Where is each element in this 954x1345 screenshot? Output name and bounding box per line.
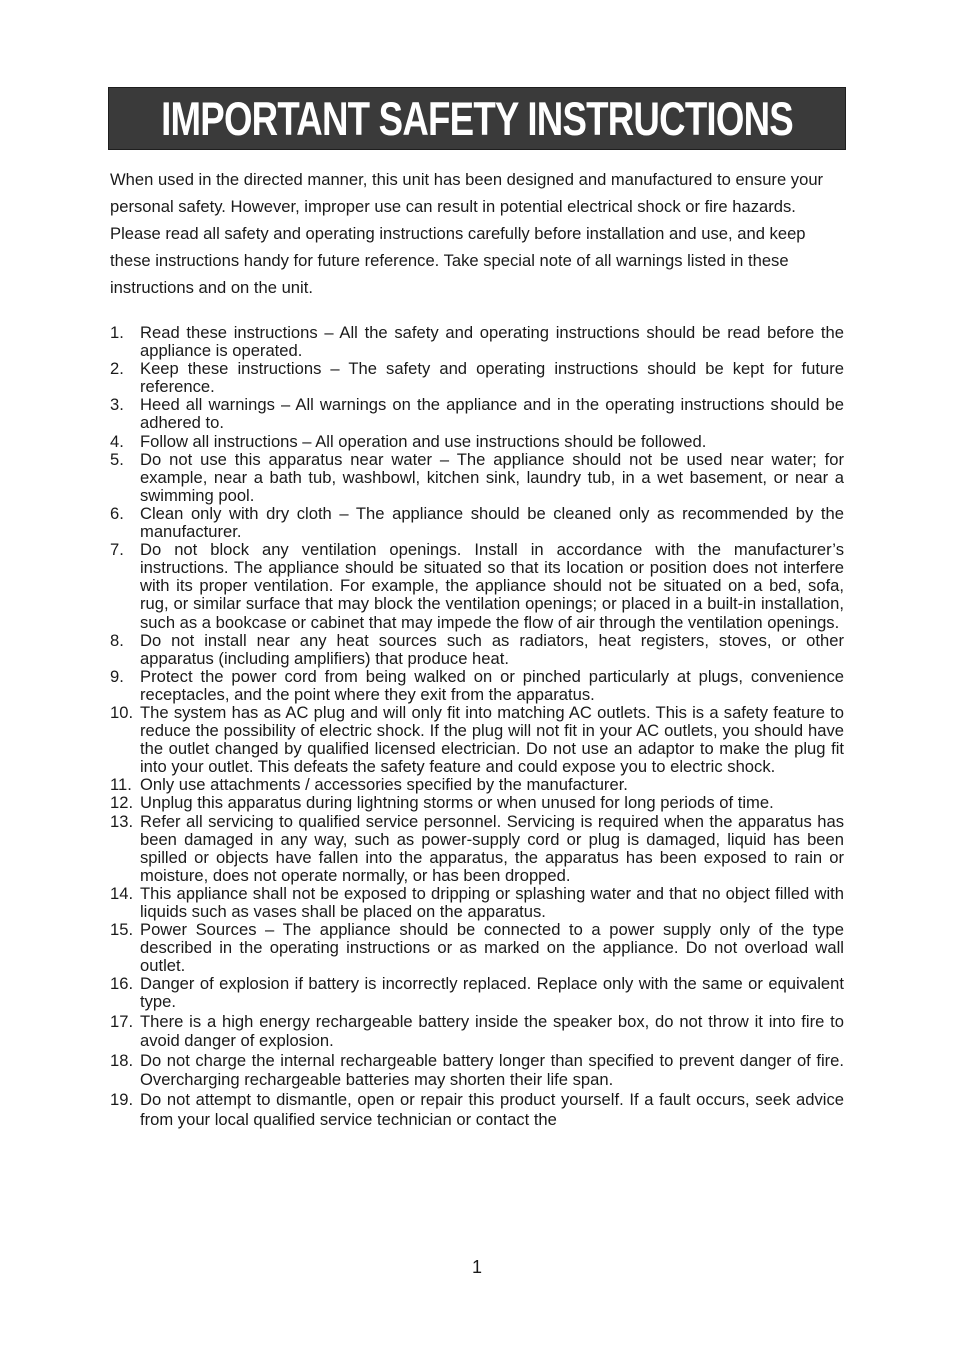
list-item bbox=[110, 975, 844, 1011]
list-item bbox=[110, 360, 844, 396]
list-item bbox=[110, 668, 844, 704]
item-number: 13. bbox=[110, 811, 134, 831]
item-number: 10. bbox=[110, 702, 134, 722]
item-number: 1. bbox=[110, 323, 124, 342]
list-item bbox=[110, 324, 844, 360]
list-item bbox=[110, 704, 844, 776]
item-text: Power Sources – The appliance should be connected to a power supply only of the type described in the operating instructions or as marked on the appliance. Do not overload wall outlet. bbox=[140, 920, 844, 976]
list-item bbox=[110, 1090, 844, 1129]
list-item bbox=[110, 505, 844, 541]
item-text: Do not install near any heat sources such as radiators, heat registers, stoves, or other apparatus (including amplifiers) that produce heat. bbox=[140, 630, 844, 668]
list-item bbox=[110, 921, 844, 975]
item-number: 6. bbox=[110, 503, 124, 523]
item-text: This appliance shall not be exposed to dripping or splashing water and that no object filled with liquids such as vases shall be placed on the apparatus. bbox=[140, 883, 844, 921]
list-item bbox=[110, 776, 844, 794]
item-text: Follow all instructions – All operation and use instructions should be followed. bbox=[140, 431, 707, 451]
item-number: 5. bbox=[110, 449, 124, 469]
item-text: Only use attachments / accessories specified by the manufacturer. bbox=[140, 775, 628, 795]
item-text: Do not charge the internal rechargeable battery longer than specified to prevent danger of fire. Overcharging rechargeable batteries may shorten their life span. bbox=[140, 1050, 844, 1090]
list-item bbox=[110, 451, 844, 505]
item-number: 19. bbox=[110, 1089, 134, 1109]
item-number: 15. bbox=[110, 920, 134, 940]
list-item bbox=[110, 1012, 844, 1051]
item-text: Refer all servicing to qualified service personnel. Servicing is required when the apparatus has been damaged in any way, such as power-supply cord or plug is damaged, liquid has been spilled or objects have fallen into the apparatus, the apparatus has been exposed to rain or moisture, does not operate normally, or has been dropped. bbox=[140, 811, 844, 885]
list-item bbox=[110, 813, 844, 885]
item-text: There is a high energy rechargeable battery inside the speaker box, do not throw it into fire to avoid danger of explosion. bbox=[140, 1011, 844, 1051]
item-text: Do not use this apparatus near water – The appliance should not be used near water; for example, near a bath tub, washbowl, kitchen sink, laundry tub, in a wet basement, or near a swimming pool. bbox=[140, 449, 844, 505]
item-number: 14. bbox=[110, 883, 134, 903]
list-item bbox=[110, 433, 844, 451]
item-number: 8. bbox=[110, 630, 124, 650]
item-text: Heed all warnings – All warnings on the appliance and in the operating instructions should be adhered to. bbox=[140, 395, 844, 433]
item-number: 4. bbox=[110, 431, 124, 451]
item-number: 12. bbox=[110, 793, 134, 813]
intro-paragraph: When used in the directed manner, this unit has been designed and manufactured to ensure your personal safety. However, improper use can result in potential electrical shock or fire hazards. Please read all safety and operating instructions carefully before installation and use, and keep these instructions handy for future reference. Take special note of all warnings listed in these instructions and on the unit. bbox=[110, 170, 824, 297]
page-title: IMPORTANT SAFETY INSTRUCTIONS bbox=[161, 92, 793, 145]
item-number: 3. bbox=[110, 395, 124, 415]
item-text: Clean only with dry cloth – The appliance should be cleaned only as recommended by the manufacturer. bbox=[140, 503, 844, 542]
list-item bbox=[110, 885, 844, 921]
item-number: 7. bbox=[110, 540, 124, 560]
list-item bbox=[110, 794, 844, 812]
list-item bbox=[110, 1051, 844, 1090]
list-item bbox=[110, 541, 844, 631]
item-number: 18. bbox=[110, 1050, 134, 1070]
item-text: Do not attempt to dismantle, open or repair this product yourself. If a fault occurs, seek advice from your local qualified service technician or contact the bbox=[140, 1089, 844, 1129]
item-text: Protect the power cord from being walked on or pinched particularly at plugs, convenience receptacles, and the point where they exit from the apparatus. bbox=[140, 666, 844, 704]
list-item bbox=[110, 396, 844, 432]
item-number: 17. bbox=[110, 1011, 134, 1031]
item-number: 16. bbox=[110, 974, 134, 994]
item-number: 9. bbox=[110, 666, 124, 686]
list-item bbox=[110, 632, 844, 668]
title-banner bbox=[108, 87, 846, 150]
item-text: Do not block any ventilation openings. Install in accordance with the manufacturer’s instructions. The appliance should be situated so that its location or position does not interfere with its proper ventilation. For example, the appliance should not be situated on a bed, sofa, rug, or similar surface that may block the ventilation openings; or placed in a built-in installation, such as a bookcase or cabinet that may impede the flow of air through the ventilation openings. bbox=[140, 540, 844, 632]
item-text: The system has as AC plug and will only fit into matching AC outlets. This is a safety feature to reduce the possibility of electric shock. If the plug will not fit in your AC outlets, you should have the outlet changed by qualified licensed electrician. Do not use an adaptor to make the plug fit into your outlet. This defeats the safety feature and could expose you to electric shock. bbox=[140, 702, 844, 777]
item-number: 11. bbox=[110, 775, 132, 795]
item-text: Danger of explosion if battery is incorrectly replaced. Replace only with the same or equivalent type. bbox=[140, 974, 844, 1012]
item-text: Keep these instructions – The safety and operating instructions should be kept for future reference. bbox=[140, 359, 844, 397]
page-number: 1 bbox=[471, 1257, 482, 1277]
safety-instructions-list bbox=[110, 324, 844, 1129]
item-text: Unplug this apparatus during lightning storms or when unused for long periods of time. bbox=[140, 793, 774, 813]
item-text: Read these instructions – All the safety and operating instructions should be read before the appliance is operated. bbox=[140, 323, 844, 361]
item-number: 2. bbox=[110, 359, 124, 379]
